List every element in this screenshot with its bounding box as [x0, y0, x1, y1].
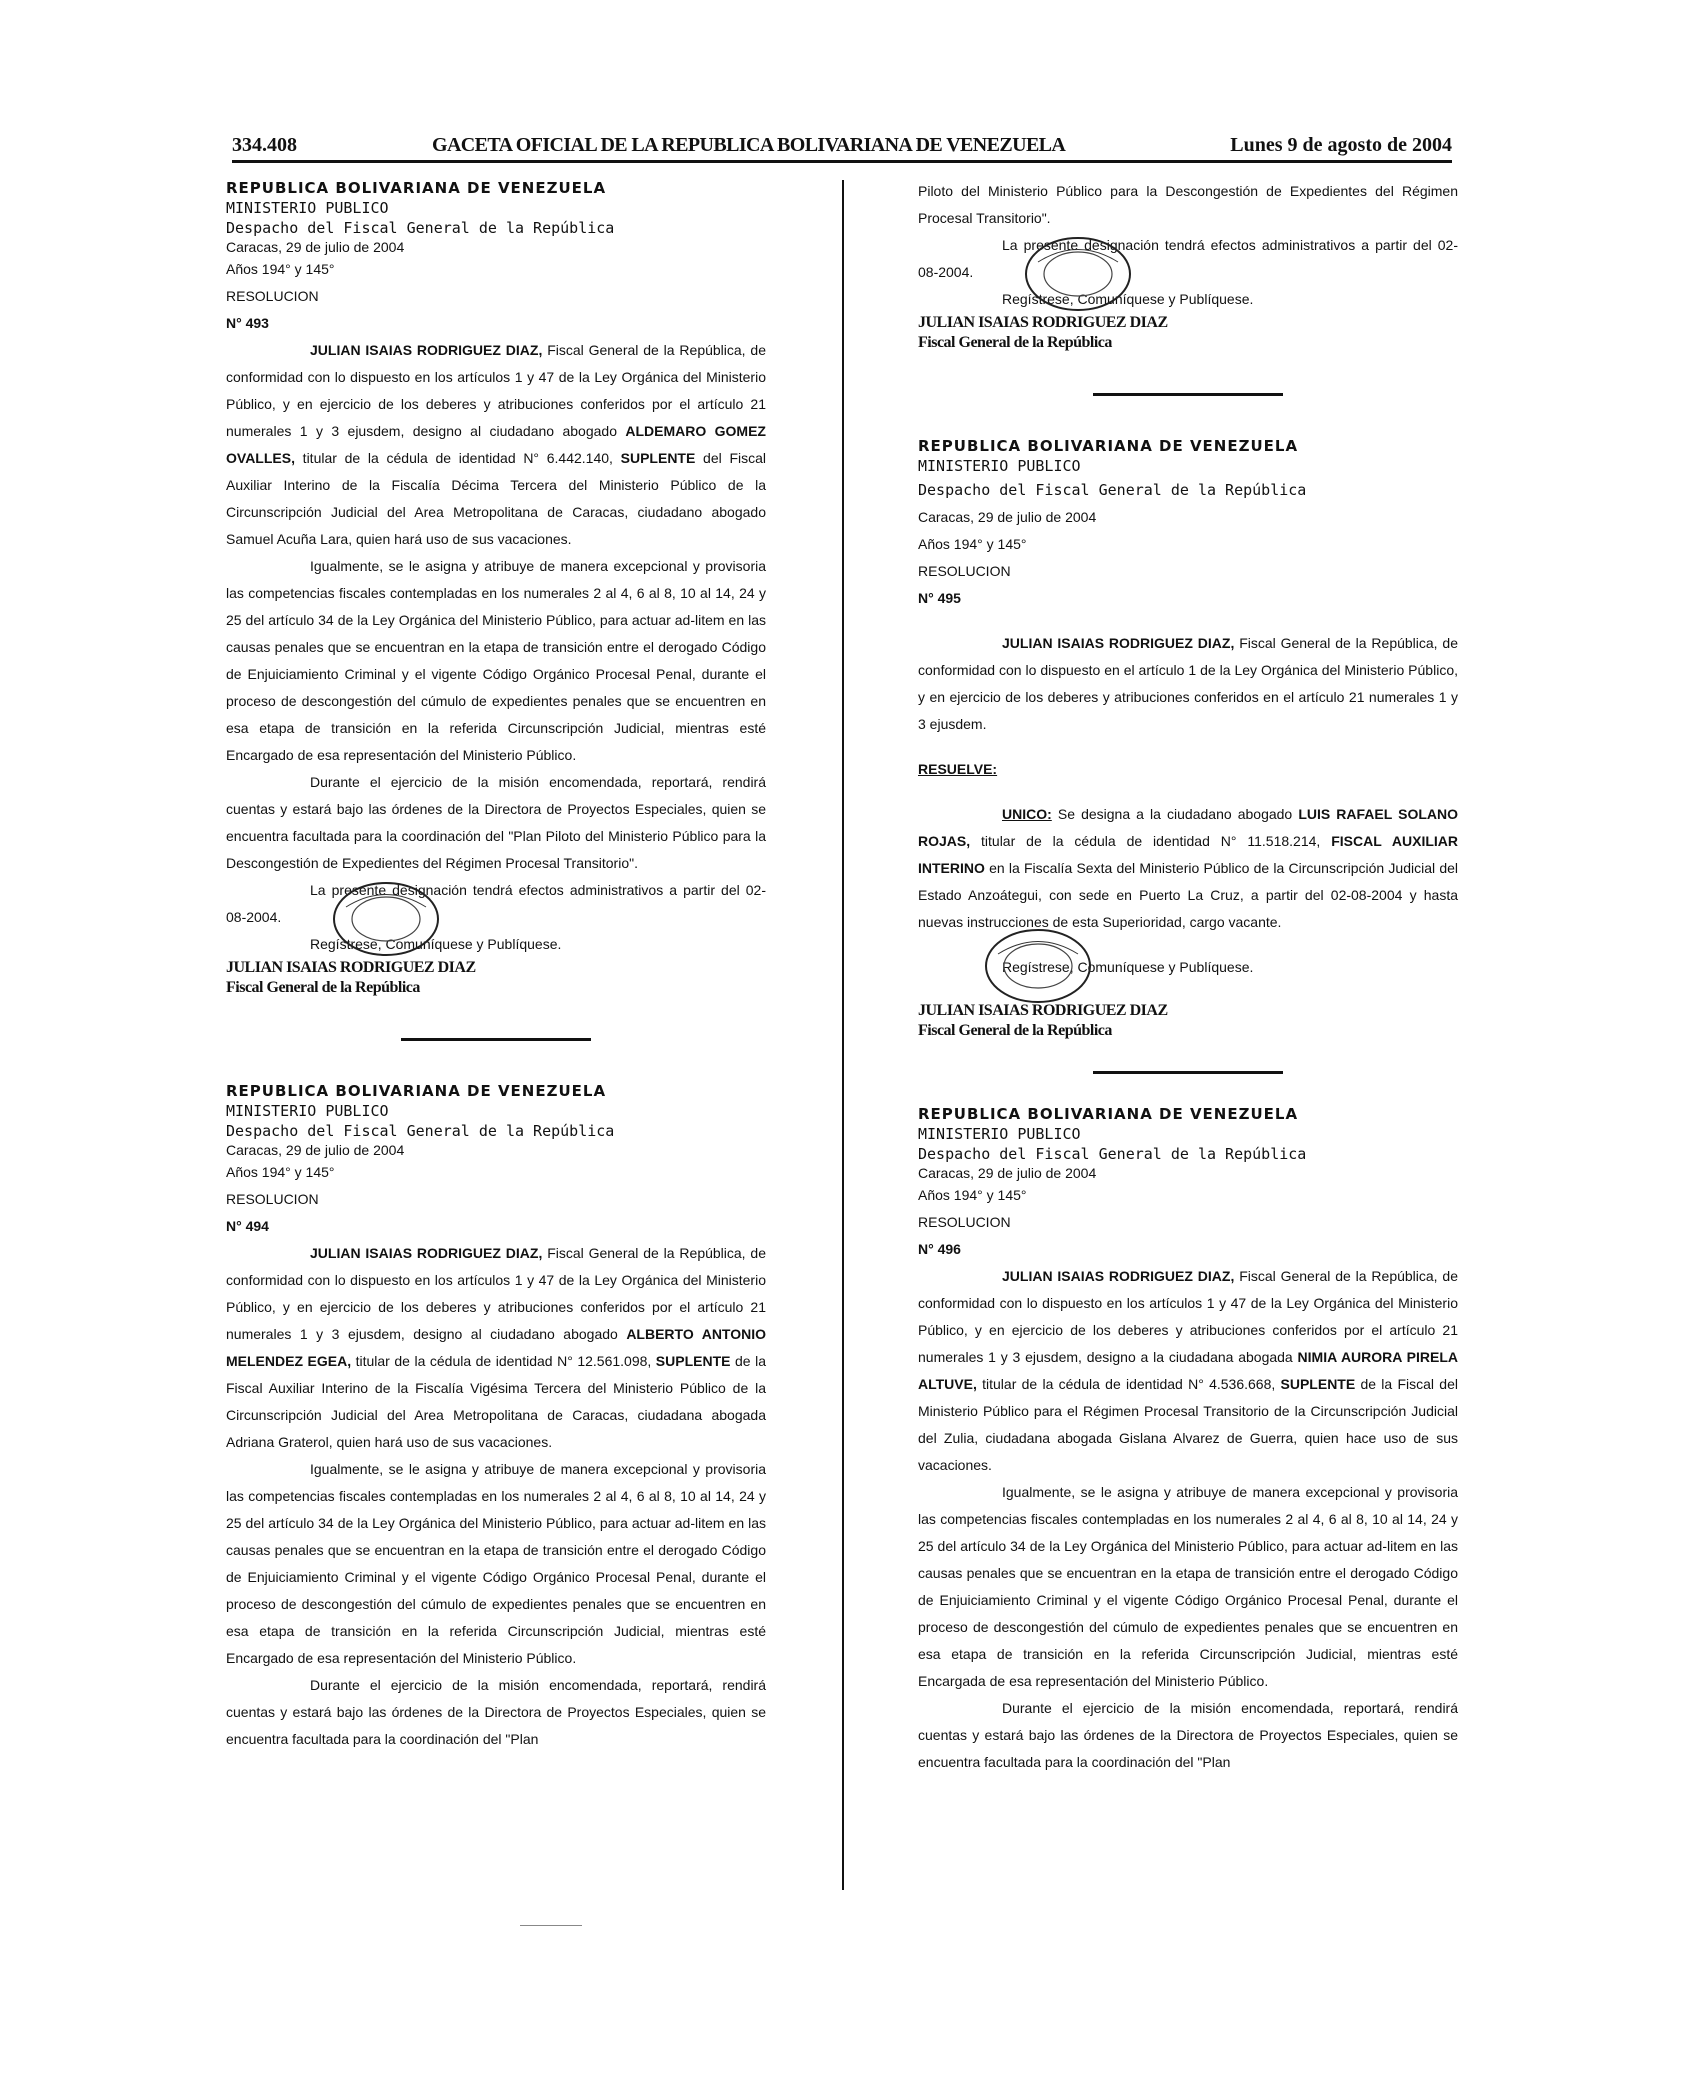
- republic-heading: REPUBLICA BOLIVARIANA DE VENEZUELA: [226, 179, 607, 197]
- resolution-number: N° 494: [226, 1218, 269, 1234]
- paragraph: La presente designación tendrá efectos administrativos a partir del 02-08-2004.: [226, 877, 766, 931]
- office-heading: Despacho del Fiscal General de la República: [918, 1145, 1307, 1163]
- resolution-496: [918, 1104, 1458, 1776]
- paragraph: JULIAN ISAIAS RODRIGUEZ DIAZ, Fiscal General de la República, de conformidad con lo dispuesto en los artículos 1 y 47 de la Ley Orgánica del Ministerio Público, y en ejercicio de los deberes y atribuciones conferidos por el artículo 21 numerales 1 y 3 ejusdem, designo al ciudadano abogado ALBERTO ANTONIO MELENDEZ EGEA, titular de la cédula de identidad N° 12.561.098, SUPLENTE de la Fiscal Auxiliar Interino de la Fiscalía Vigésima Tercera del Ministerio Público de la Circunscripción Judicial del Area Metropolitana de Caracas, ciudadana abogada Adriana Graterol, quien hará uso de sus vacaciones.: [226, 1245, 767, 1450]
- ministry-heading: MINISTERIO PUBLICO: [918, 1125, 1081, 1143]
- resolution-number: N° 493: [226, 315, 269, 331]
- paragraph: Durante el ejercicio de la misión encomendada, reportará, rendirá cuentas y estará bajo las órdenes de la Directora de Proyectos Especiales, quien se encuentra facultada para la coordinación del "Plan: [918, 1700, 1458, 1770]
- ministry-heading: MINISTERIO PUBLICO: [918, 457, 1081, 475]
- place-date: Caracas, 29 de julio de 2004: [918, 509, 1097, 525]
- paragraph: JULIAN ISAIAS RODRIGUEZ DIAZ, Fiscal General de la República, de conformidad con lo dispuesto en los artículos 1 y 47 de la Ley Orgánica del Ministerio Público, y en ejercicio de los deberes y atribuciones conferidos por el artículo 21 numerales 1 y 3 ejusdem, designo a la ciudadana abogada NIMIA AURORA PIRELA ALTUVE, titular de la cédula de identidad N° 4.536.668, SUPLENTE de la Fiscal del Ministerio Público para el Régimen Procesal Transitorio de la Circunscripción Judicial del Zulia, ciudadana abogada Gislana Alvarez de Guerra, quien hace uso de sus vacaciones.: [918, 1268, 1459, 1473]
- section-separator: [401, 1038, 591, 1041]
- place-date: Caracas, 29 de julio de 2004: [226, 1142, 405, 1158]
- office-heading: Despacho del Fiscal General de la República: [226, 1122, 615, 1140]
- official-seal-icon: [1018, 232, 1138, 312]
- paragraph: La presente designación tendrá efectos administrativos a partir del 02-08-2004.: [918, 232, 1458, 286]
- place-date: Caracas, 29 de julio de 2004: [226, 239, 405, 255]
- page-number: 334.408: [232, 134, 297, 156]
- office-heading: Despacho del Fiscal General de la República: [226, 219, 615, 237]
- signature-name: JULIAN ISAIAS RODRIGUEZ DIAZ: [918, 1002, 1168, 1019]
- place-date: Caracas, 29 de julio de 2004: [918, 1165, 1097, 1181]
- resolution-number: N° 495: [918, 590, 961, 606]
- paragraph: Durante el ejercicio de la misión encomendada, reportará, rendirá cuentas y estará bajo las órdenes de la Directora de Proyectos Especiales, quien se encuentra facultada para la coordinación del "Plan Piloto del Ministerio Público para la Descongestión de Expedientes del Régimen Procesal Transitorio".: [226, 774, 766, 871]
- resolution-label: RESOLUCION: [918, 563, 1011, 579]
- paragraph: Piloto del Ministerio Público para la Descongestión de Expedientes del Régimen Procesal Transitorio".: [918, 183, 1458, 226]
- signature-name: JULIAN ISAIAS RODRIGUEZ DIAZ: [226, 959, 476, 976]
- register-line: Regístrese, Comuníquese y Publíquese.: [1002, 291, 1254, 307]
- paragraph: Igualmente, se le asigna y atribuye de manera excepcional y provisoria las competencias fiscales contempladas en los numerales 2 al 4, 6 al 8, 10 al 14, 24 y 25 del artículo 34 de la Ley Orgánica del Ministerio Público, para actuar ad-litem en las causas penales que se encuentran en la etapa de transición entre el derogado Código de Enjuiciamiento Criminal y el vigente Código Orgánico Procesal Penal, durante el proceso de descongestión del cúmulo de expedientes penales que se encuentren en esa etapa de transición en la referida Circunscripción Judicial, mientras esté Encargada de esa representación del Ministerio Público.: [918, 1484, 1458, 1689]
- page-header: [232, 130, 1452, 164]
- office-heading: Despacho del Fiscal General de la República: [918, 481, 1307, 499]
- issue-date: Lunes 9 de agosto de 2004: [1230, 134, 1452, 156]
- years: Años 194° y 145°: [226, 261, 335, 277]
- column-divider: [842, 180, 844, 1890]
- years: Años 194° y 145°: [226, 1164, 335, 1180]
- signature-title: Fiscal General de la República: [918, 1022, 1112, 1039]
- resolution-number: N° 496: [918, 1241, 961, 1257]
- years: Años 194° y 145°: [918, 1187, 1027, 1203]
- resuelve-heading: RESUELVE:: [918, 761, 998, 777]
- official-seal-icon: [326, 877, 446, 957]
- gazette-title: GACETA OFICIAL DE LA REPUBLICA BOLIVARIANA DE VENEZUELA: [432, 134, 1066, 156]
- resolution-494-continued: [918, 178, 1458, 353]
- register-line: Regístrese, Comuníquese y Publíquese.: [310, 936, 562, 952]
- left-column: [226, 178, 766, 1753]
- years: Años 194° y 145°: [918, 536, 1027, 552]
- paragraph: Igualmente, se le asigna y atribuye de manera excepcional y provisoria las competencias fiscales contempladas en los numerales 2 al 4, 6 al 8, 10 al 14, 24 y 25 del artículo 34 de la Ley Orgánica del Ministerio Público, para actuar ad-litem en las causas penales que se encuentran en la etapa de transición entre el derogado Código de Enjuiciamiento Criminal y el vigente Código Orgánico Procesal Penal, durante el proceso de descongestión del cúmulo de expedientes penales que se encuentren en esa etapa de transición en la referida Circunscripción Judicial, mientras esté Encargado de esa representación del Ministerio Público.: [226, 558, 766, 763]
- paragraph: UNICO: Se designa a la ciudadano abogado LUIS RAFAEL SOLANO ROJAS, titular de la cédula de identidad N° 11.518.214, FISCAL AUXILIAR INTERINO en la Fiscalía Sexta del Ministerio Público de la Circunscripción Judicial del Estado Anzoátegui, con sede en Puerto La Cruz, a partir del 02-08-2004 y hasta nuevas instrucciones de esta Superioridad, cargo vacante.: [918, 806, 1458, 930]
- ministry-heading: MINISTERIO PUBLICO: [226, 199, 389, 217]
- resolution-494: [226, 1081, 766, 1753]
- right-column: [918, 178, 1458, 1776]
- republic-heading: REPUBLICA BOLIVARIANA DE VENEZUELA: [226, 1082, 607, 1100]
- signature-title: Fiscal General de la República: [226, 979, 420, 996]
- footer-mark: [520, 1925, 582, 1926]
- ministry-heading: MINISTERIO PUBLICO: [226, 1102, 389, 1120]
- register-line: Regístrese, Comuníquese y Publíquese.: [918, 954, 1458, 981]
- section-separator: [1093, 393, 1283, 396]
- resolution-label: RESOLUCION: [918, 1214, 1011, 1230]
- header-rule: [232, 160, 1452, 163]
- republic-heading: REPUBLICA BOLIVARIANA DE VENEZUELA: [918, 437, 1299, 455]
- resolution-495: [918, 436, 1458, 1041]
- resolution-label: RESOLUCION: [226, 1191, 319, 1207]
- signature-name: JULIAN ISAIAS RODRIGUEZ DIAZ: [918, 314, 1168, 331]
- paragraph: Durante el ejercicio de la misión encomendada, reportará, rendirá cuentas y estará bajo las órdenes de la Directora de Proyectos Especiales, quien se encuentra facultada para la coordinación del "Plan: [226, 1677, 766, 1747]
- resolution-493: [226, 178, 766, 998]
- paragraph: Igualmente, se le asigna y atribuye de manera excepcional y provisoria las competencias fiscales contempladas en los numerales 2 al 4, 6 al 8, 10 al 14, 24 y 25 del artículo 34 de la Ley Orgánica del Ministerio Público, para actuar ad-litem en las causas penales que se encuentran en la etapa de transición entre el derogado Código de Enjuiciamiento Criminal y el vigente Código Orgánico Procesal Penal, durante el proceso de descongestión del cúmulo de expedientes penales que se encuentren en esa etapa de transición en la referida Circunscripción Judicial, mientras esté Encargado de esa representación del Ministerio Público.: [226, 1461, 766, 1666]
- paragraph: JULIAN ISAIAS RODRIGUEZ DIAZ, Fiscal General de la República, de conformidad con lo dispuesto en el artículo 1 de la Ley Orgánica del Ministerio Público, y en ejercicio de los deberes y atribuciones conferidos en el artículo 21 numerales 1 y 3 ejusdem.: [918, 635, 1458, 732]
- signature-title: Fiscal General de la República: [918, 334, 1112, 351]
- republic-heading: REPUBLICA BOLIVARIANA DE VENEZUELA: [918, 1105, 1299, 1123]
- official-seal-icon: [978, 924, 1098, 1004]
- paragraph: JULIAN ISAIAS RODRIGUEZ DIAZ, Fiscal General de la República, de conformidad con lo dispuesto en los artículos 1 y 47 de la Ley Orgánica del Ministerio Público, y en ejercicio de los deberes y atribuciones conferidos por el artículo 21 numerales 1 y 3 ejusdem, designo al ciudadano abogado ALDEMARO GOMEZ OVALLES, titular de la cédula de identidad N° 6.442.140, SUPLENTE del Fiscal Auxiliar Interino de la Fiscalía Décima Tercera del Ministerio Público de la Circunscripción Judicial del Area Metropolitana de Caracas, ciudadano abogado Samuel Acuña Lara, quien hará uso de sus vacaciones.: [226, 342, 766, 547]
- resolution-label: RESOLUCION: [226, 288, 319, 304]
- section-separator: [1093, 1071, 1283, 1074]
